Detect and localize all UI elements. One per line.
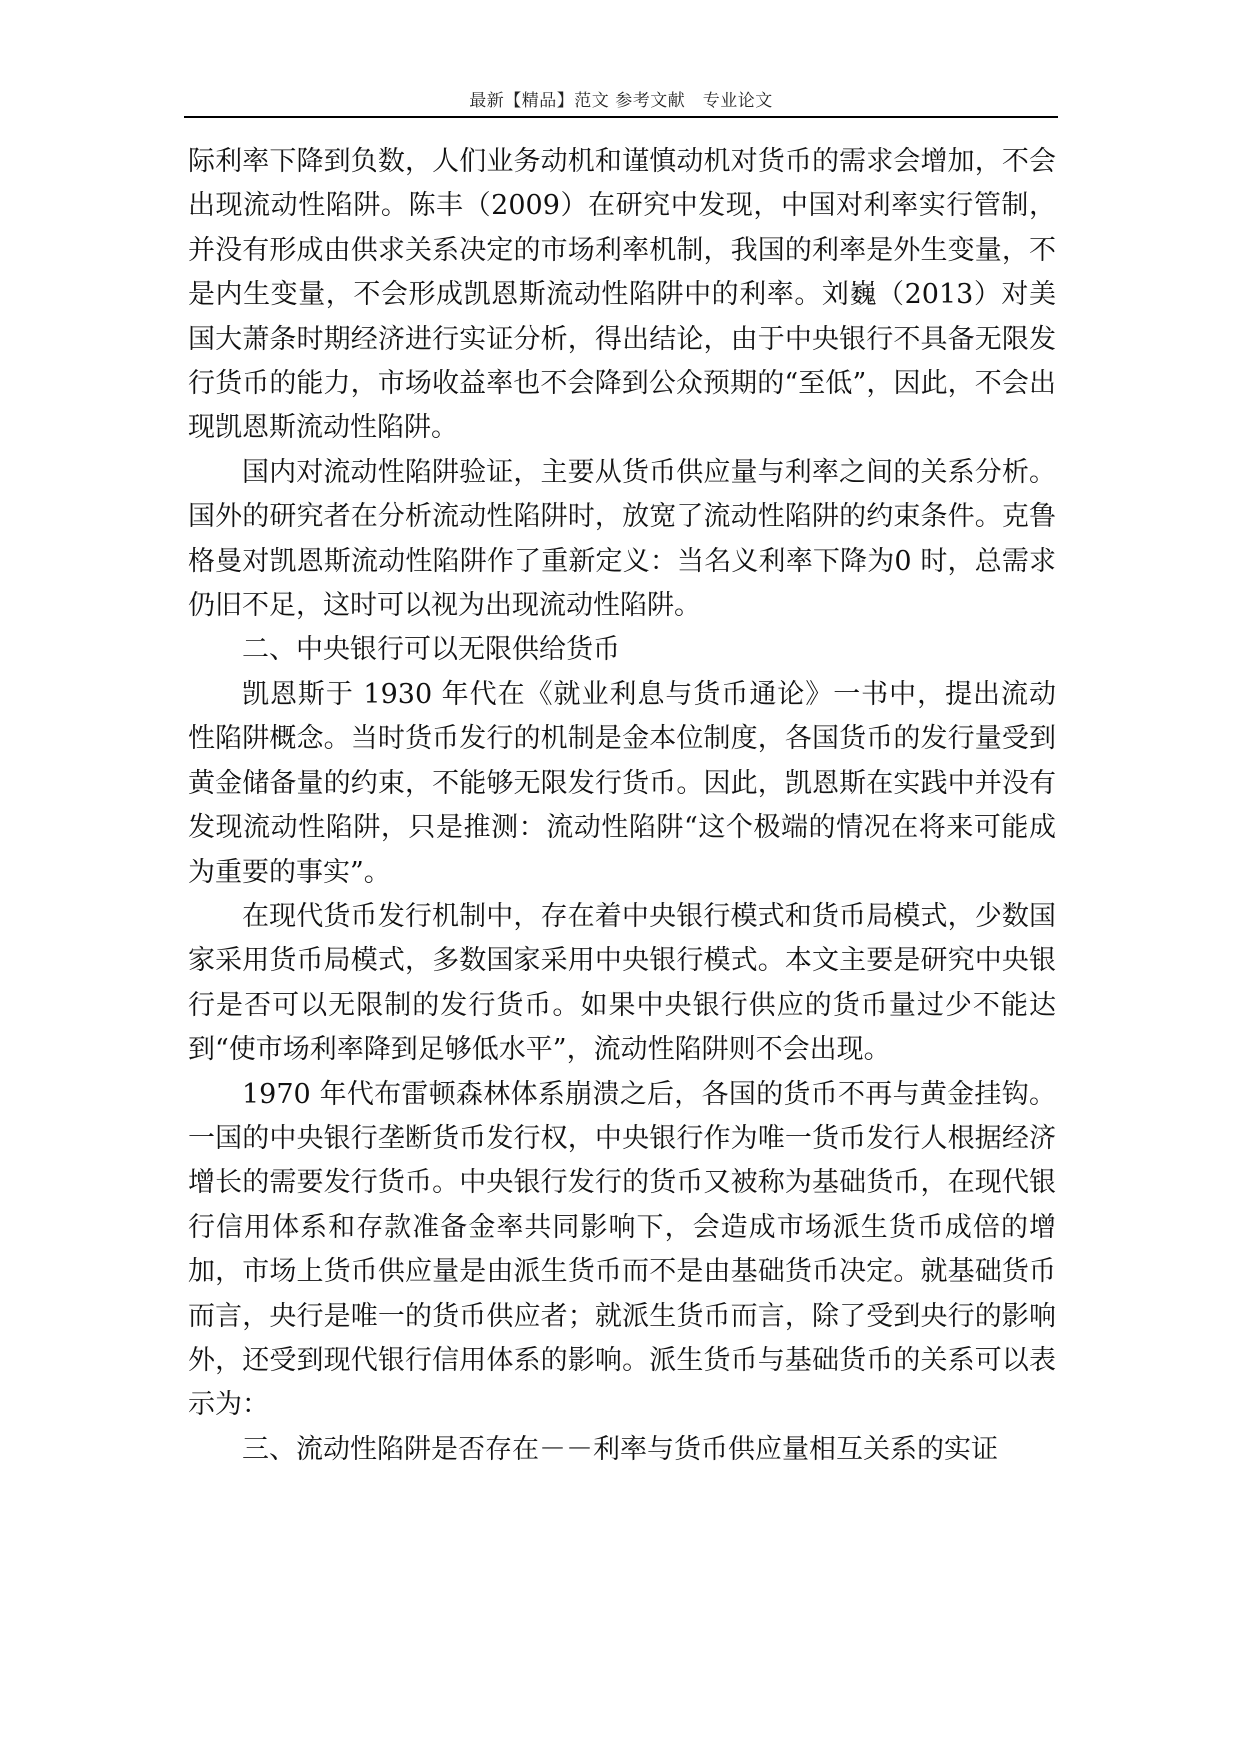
document-body (188, 140, 1056, 1472)
section-heading-3: 三、流动性陷阱是否存在－－利率与货币供应量相互关系的实证 (242, 1433, 998, 1465)
page-header: 最新【精品】范文 参考文献 专业论文 (469, 91, 773, 111)
header-rule (184, 116, 1058, 118)
paragraph-2: 国内对流动性陷阱验证，主要从货币供应量与利率之间的关系分析。国外的研究者在分析流动性陷阱时，放宽了流动性陷阱的约束条件。克鲁格曼对凯恩斯流动性陷阱作了重新定义：当名义利率下降为0 时，总需求仍旧不足，这时可以视为出现流动性陷阱。 (188, 456, 1056, 622)
paragraph-4: 在现代货币发行机制中，存在着中央银行模式和货币局模式，少数国家采用货币局模式，多数国家采用中央银行模式。本文主要是研究中央银行是否可以无限制的发行货币。如果中央银行供应的货币量过少不能达到“使市场利率降到足够低水平”，流动性陷阱则不会出现。 (188, 900, 1056, 1066)
paragraph-5: 1970 年代布雷顿森林体系崩溃之后，各国的货币不再与黄金挂钩。一国的中央银行垄断货币发行权，中央银行作为唯一货币发行人根据经济增长的需要发行货币。中央银行发行的货币又被称为基础货币，在现代银行信用体系和存款准备金率共同影响下，会造成市场派生货币成倍的增加，市场上货币供应量是由派生货币而不是由基础货币决定。就基础货币而言，央行是唯一的货币供应者；就派生货币而言，除了受到央行的影响外，还受到现代银行信用体系的影响。派生货币与基础货币的关系可以表示为： (188, 1078, 1056, 1421)
paragraph-1: 际利率下降到负数，人们业务动机和谨慎动机对货币的需求会增加，不会出现流动性陷阱。陈丰（2009）在研究中发现，中国对利率实行管制，并没有形成由供求关系决定的市场利率机制，我国的利率是外生变量，不是内生变量，不会形成凯恩斯流动性陷阱中的利率。刘巍（2013）对美国大萧条时期经济进行实证分析，得出结论，由于中央银行不具备无限发行货币的能力，市场收益率也不会降到公众预期的“至低”，因此，不会出现凯恩斯流动性陷阱。 (188, 146, 1056, 444)
section-heading-2: 二、中央银行可以无限供给货币 (242, 634, 620, 666)
paragraph-3: 凯恩斯于 1930 年代在《就业利息与货币通论》一书中，提出流动性陷阱概念。当时货币发行的机制是金本位制度，各国货币的发行量受到黄金储备量的约束，不能够无限发行货币。因此，凯恩斯在实践中并没有发现流动性陷阱，只是推测：流动性陷阱“这个极端的情况在将来可能成为重要的事实”。 (188, 678, 1056, 888)
